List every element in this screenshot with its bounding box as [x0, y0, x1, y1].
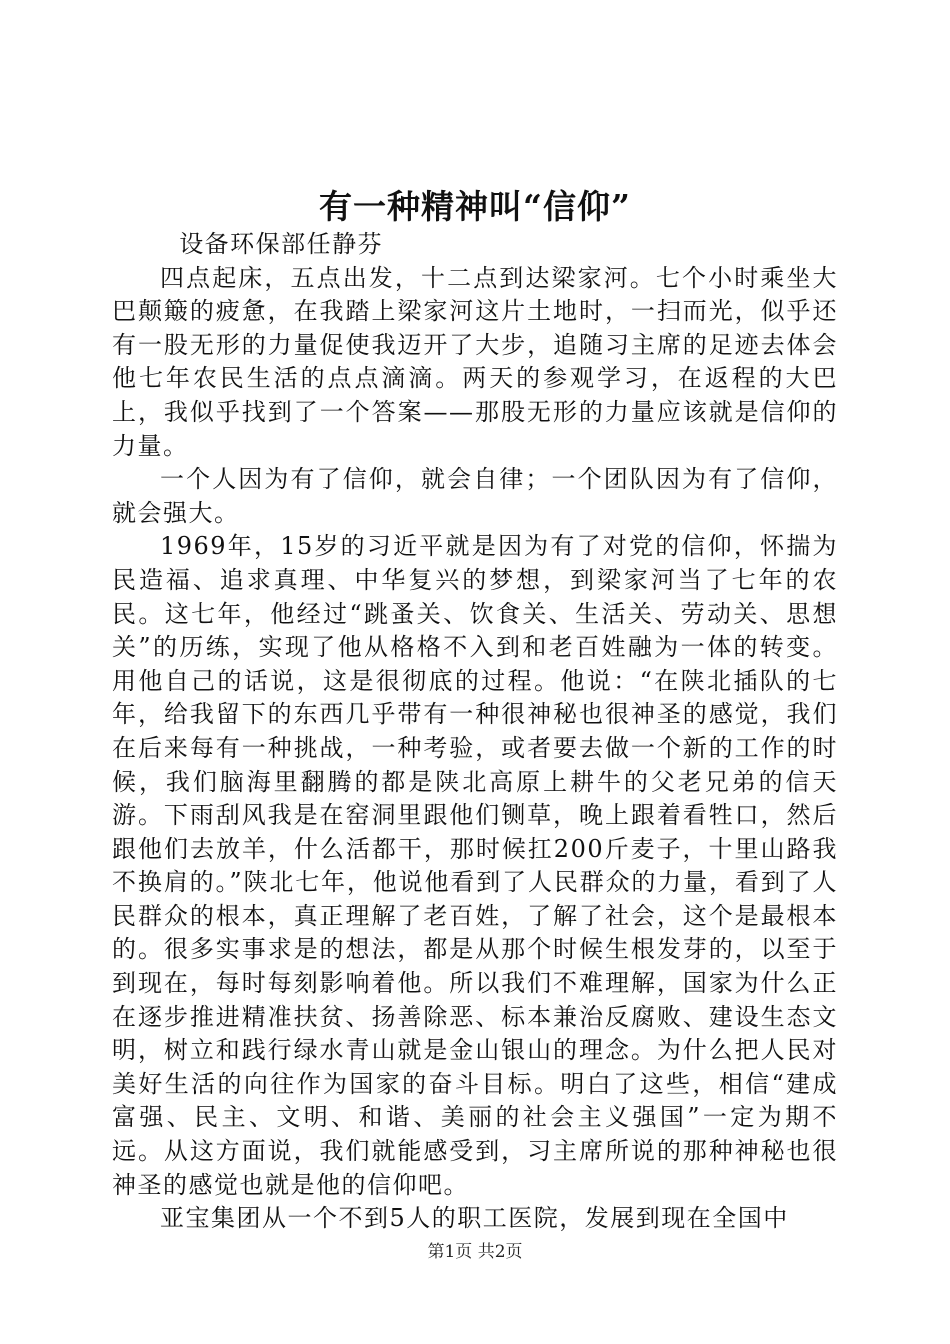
paragraph: 四点起床，五点出发，十二点到达梁家河。七个小时乘坐大巴颠簸的疲惫，在我踏上梁家河这片土地时，一扫而光，似乎还有一股无形的力量促使我迈开了大步，追随习主席的足迹去体会他七年农民生活的点点滴滴。两天的参观学习，在返程的大巴上，我似乎找到了一个答案——那股无形的力量应该就是信仰的力量。 — [112, 263, 838, 460]
paragraph: 1969年，15岁的习近平就是因为有了对党的信仰，怀揣为民造福、追求真理、中华复兴的梦想，到梁家河当了七年的农民。这七年，他经过“跳蚤关、饮食关、生活关、劳动关、思想关”的历练，实现了他从格格不入到和老百姓融为一体的转变。用他自己的话说，这是很彻底的过程。他说：“在陕北插队的七年，给我留下的东西几乎带有一种很神秘也很神圣的感觉，我们在后来每有一种挑战，一种考验，或者要去做一个新的工作的时候，我们脑海里翻腾的都是陕北高原上耕牛的父老兄弟的信天游。下雨刮风我是在窑洞里跟他们铡草，晚上跟着看牲口，然后跟他们去放羊，什么活都干，那时候扛200斤麦子，十里山路我不换肩的。”陕北七年，他说他看到了人民群众的力量，看到了人民群众的根本，真正理解了老百姓，了解了社会，这个是最根本的。很多实事求是的想法，都是从那个时候生根发芽的，以至于到现在，每时每刻影响着他。所以我们不难理解，国家为什么正在逐步推进精准扶贫、扬善除恶、标本兼治反腐败、建设生态文明，树立和践行绿水青山就是金山银山的理念。为什么把人民对美好生活的向往作为国家的奋斗目标。明白了这些，相信“建成富强、民主、文明、和谐、美丽的社会主义强国”一定为期不远。从这方面说，我们就能感受到，习主席所说的那种神秘也很神圣的感觉也就是他的信仰吧。 — [112, 532, 838, 1199]
author-line: 设备环保部任静芬 — [179, 230, 384, 258]
paragraph: 一个人因为有了信仰，就会自律；一个团队因为有了信仰，就会强大。 — [112, 465, 838, 527]
paragraph: 亚宝集团从一个不到5人的职工医院，发展到现在全国中 — [160, 1204, 789, 1233]
document-title: 有一种精神叫“信仰” — [319, 187, 631, 226]
document-body — [112, 228, 838, 1236]
page-number-footer: 第1页 共2页 — [427, 1242, 523, 1262]
